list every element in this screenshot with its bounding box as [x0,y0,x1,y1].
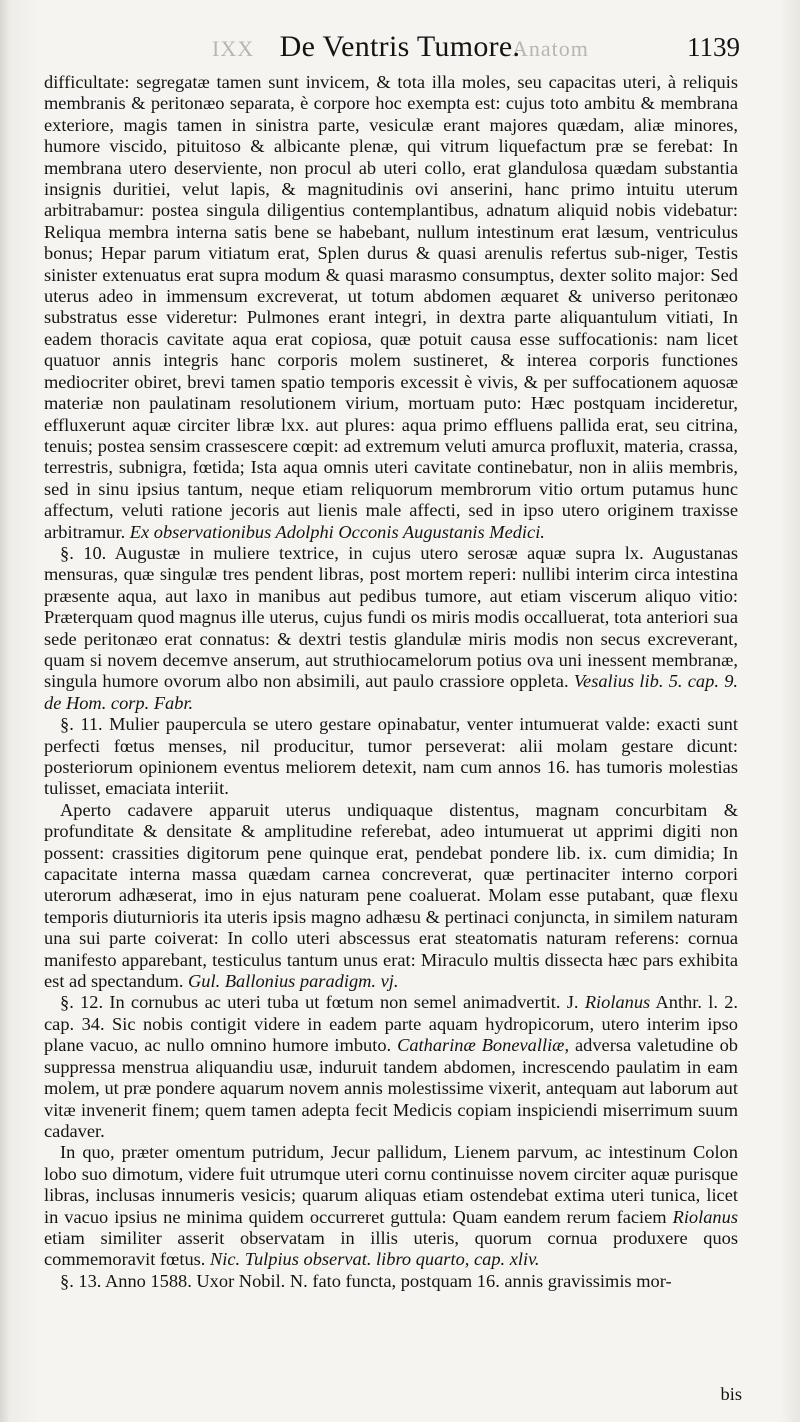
paragraph [44,72,738,543]
paragraph [44,543,738,714]
page-number: 1139 [687,32,740,62]
paragraph [44,992,738,1142]
body-text: §. 11. Mulier paupercula se utero gestare opinabatur, venter intumuerat valde: exacti sunt perfecti fœtus menses, nil producitur, tumor perseverat: alii molam gestare dicunt: posteriorum opinionem eventus meliorem detexit, nam cum annos 16. has tumoris molestias tulisset, emaciata interiit. [44,714,738,799]
body-text: §. 10. Augustæ in muliere textrice, in cujus utero serosæ aquæ supra lx. Augustanas mensuras, quæ singulæ tres pendent libras, post mortem reperi: nullibi interim circa intestina præsente aqua, aut laxo in manibus aut pedibus tumore, aut etiam viscerum aliquo vitio: Præterquam quod magnus ille uterus, cujus fundi os miris modis occalluerat, tota anteriori sua sede peritonæo erat connatus: & dextri testis glandulæ miris modis non secus excreverant, quam si novem decemve anserum, aut struthiocamelorum potius ova uni inessent membranæ, singula humore ovorum albo non absimili, aut paulo crassiore oppleta. [44,542,738,692]
catchword: bis [720,1384,742,1404]
paragraph [44,1142,738,1270]
citation-text: Riolanus [584,992,651,1013]
running-header [0,30,800,74]
paragraph [44,1271,738,1292]
citation-text: Nic. Tulpius observat. libro quarto, cap. xliv. [210,1249,540,1270]
body-text: etiam similiter asserit observatam in illis uteris, quorum cornua produxere quos commemoravit fœtus. [44,1227,738,1270]
citation-text: Gul. Ballonius paradigm. vj. [188,971,399,992]
text-body [44,72,738,1292]
body-text: §. 13. Anno 1588. Uxor Nobil. N. fato functa, postquam 16. annis gravissimis mor- [60,1270,672,1291]
paragraph [44,800,738,993]
body-text: §. 12. In cornubus ac uteri tuba ut fœtum non semel animadvertit. J. [60,992,585,1013]
bleed-through-left: IXX [212,36,255,61]
body-text: , adversa valetudine ob suppressa menstrua aliquandiu usæ, induruit tandem abdomen, increscendo paulatim in eam molem, ut præ pondere aquarum novem annis molestissime vixerit, antequam aut laborum aut vitæ invenerit finem; quem tamen adepta fecit Medicis copiam inspiciendi miserrimum suum cadaver. [44,1035,738,1141]
body-text: Anthr. l. 2. cap. 34. Sic nobis contigit videre in eadem parte aquam hydropicorum, utero interim ipso plane vacuo, ac nullo omnino humore imbuto. [44,992,738,1056]
citation-text: Riolanus [672,1206,738,1227]
paragraph [44,714,738,800]
citation-text: Catharinæ Bonevalliæ [397,1035,565,1056]
body-text: In quo, præter omentum putridum, Jecur pallidum, Lienem parvum, ac intestinum Colon lobo suo dimotum, videre fuit utrumque uteri cornu continuisse novem circiter aquæ purisque libras, inclusas innumeris vesicis; quarum aliquas etiam ostendebat extima uteri tunica, licet in vacuo ipsius ne minima quidem occurreret guttula: Quam eandem rerum faciem [44,1142,738,1227]
body-text: difficultate: segregatæ tamen sunt invicem, & tota illa moles, seu capacitas uteri, à reliquis membranis & peritonæo separata, è corpore hoc exempta est: cujus toto ambitu & membrana exteriore, magis tamen in sinistra parte, vesiculæ erant majores quædam, aliæ minores, humore viscido, pituitoso & albicante plenæ, qui vitrum liquefactum præ se ferebat: In membrana utero deserviente, non procul ab uteri collo, erat glandulosa quædam substantia insignis duritiei, velut lapis, & magnitudinis ovi anserini, hanc primo intuitu uterum arbitrabamur: postea singula diligentius contemplantibus, adnatum aliquid nobis videbatur: Reliqua membra interna satis bene se habebant, nullum intestinum erat læsum, ventriculus bonus; Hepar parum vitiatum erat, Splen durus & quasi arenulis refertus sub-niger, Testis sinister extenuatus erat supra modum & quasi marasmo consumptus, dexter solito major: Sed uterus adeo in immensum excreverat, ut totum abdomen æquaret & universo peritonæo substratus esse videretur: Pulmones erant integri, in dextra parte aliquantulum vitiati, In eadem thoracis cavitate aqua erat copiosa, quæ potuit causa esse suffocationis: nam licet quatuor annis integris hanc corporis molem sustineret, & interea corporis functiones mediocriter obiret, brevi tamen spatio temporis excessit è vivis, & per suffocationem aquosæ materiæ non paulatinam resolutionem virium, mortuam puto: Hæc postquam incideretur, effluxerunt aquæ circiter libræ lxx. aut plures: aqua primo effluens pallida erat, seu citrina, tenuis; postea sensim crassescere cœpit: ad extremum veluti amurca profluxit, materia, crassa, terrestris, subnigra, fœtida; Ista aqua omnis uteri cavitate continebatur, non in aliis membris, sed in sinu ipsius tantum, neque etiam reliquorum membrorum vitio ortum putamus hunc affectum, veluti ratione jecoris aut lienis male affecti, sed in ipso utero originem traxisse arbitramur. [44,72,738,542]
bleed-through-right: Anatom [512,36,589,61]
body-text: Aperto cadavere apparuit uterus undiquaque distentus, magnam concurbitam & profunditate & densitate & amplitudine referebat, adeo intumuerat ut apprimi digiti non possent: crassities digitorum pene quinque erat, pendebat pondere lib. ix. cum dimidia; In capacitate interna massa quædam carnea concreverat, quæ pertinaciter interno corpori uterorum adhæserat, imo in ejus naturam pene coaluerat. Molam esse putabant, quæ flexu temporis diuturnioris ita uteris ipsis magno adhæsu & pertinaci conjuncta, in similem naturam una sui parte coiverat: In collo uteri abscessus erat steatomatis naturam referens: cornua manifesto apparebant, testiculus tantum unus erat: Miraculo multis dissecta hæc pars exhibita est ad spectandum. [44,799,738,992]
citation-text: Ex observationibus Adolphi Occonis Augustanis Medici. [129,521,545,542]
running-title: De Ventris Tumore. [279,30,521,63]
citation-text: Vesalius lib. 5. cap. 9. de Hom. corp. Fabr. [44,671,738,713]
